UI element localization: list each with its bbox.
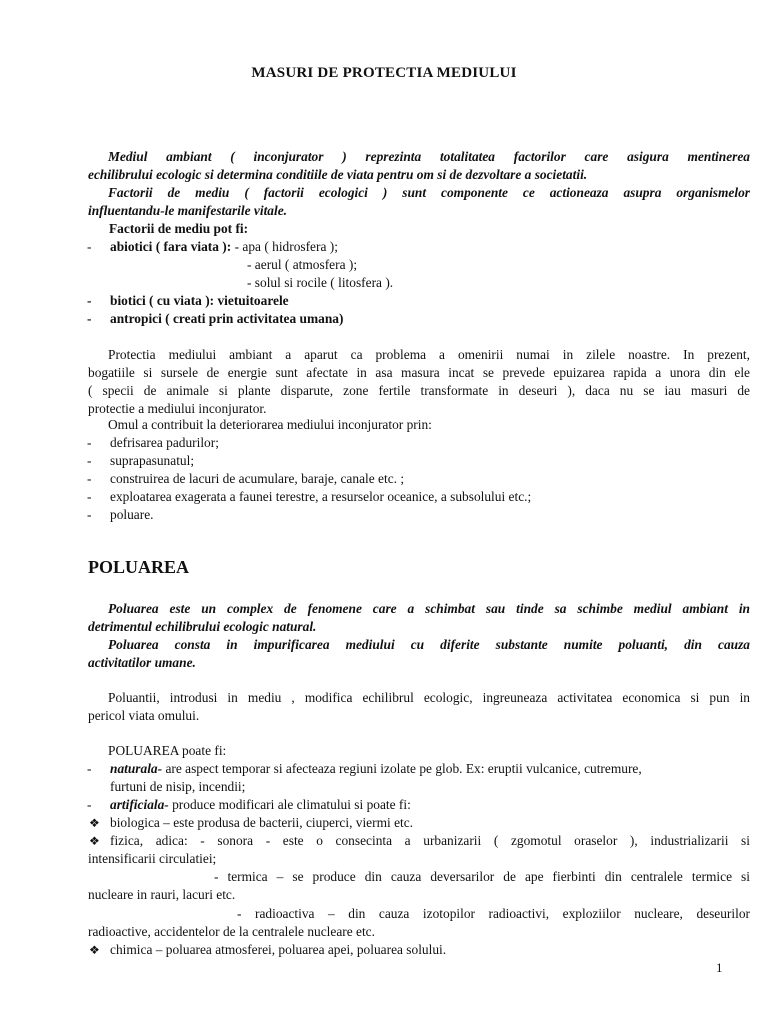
- list-item: poluare.: [110, 507, 154, 522]
- dash-bullet: -: [87, 293, 92, 308]
- intro-p2-line2: influentandu-le manifestarile vitale.: [88, 203, 288, 218]
- protection-line1: Protectia mediului ambiant a aparut ca problema a omenirii numai in zilele noastre. In prezent,: [108, 347, 750, 362]
- dash-bullet: -: [87, 435, 92, 450]
- abiotic-water: - apa ( hidrosfera );: [231, 239, 338, 254]
- dash-bullet: -: [87, 311, 92, 326]
- artificial-text: produce modificari ale climatului si poate fi:: [168, 797, 411, 812]
- pollution-def2-line2: activitatilor umane.: [88, 655, 196, 670]
- anthropic-item: antropici ( creati prin activitatea umana): [110, 311, 344, 326]
- radioactive-line2: radioactive, accidentelor de la centralele nucleare etc.: [88, 924, 375, 939]
- dash-bullet: -: [87, 489, 92, 504]
- list-item: suprapasunatul;: [110, 453, 195, 468]
- radioactive-line1: - radioactiva – din cauza izotopilor radioactivi, exploziilor nucleare, deseurilor: [237, 906, 750, 921]
- list-item: defrisarea padurilor;: [110, 435, 219, 450]
- dash-bullet: -: [87, 453, 92, 468]
- pollution-def1-line1: Poluarea este un complex de fenomene care a schimbat sau tinde sa schimbe mediul ambiant in: [108, 601, 750, 616]
- list-item: exploatarea exagerata a faunei terestre, a resurselor oceanice, a subsolului etc.;: [110, 489, 532, 504]
- chemical-item: chimica – poluarea atmosferei, poluarea apei, poluarea solului.: [110, 942, 447, 957]
- physical-item-line2: intensificarii circulatiei;: [88, 851, 217, 866]
- page-title: MASURI DE PROTECTIA MEDIULUI: [251, 65, 517, 81]
- dash-bullet: -: [87, 507, 92, 522]
- pollutants-line1: Poluantii, introdusi in mediu , modifica echilibrul ecologic, ingreuneaza activitatea economica si pun in: [108, 690, 750, 705]
- dash-bullet: -: [87, 797, 92, 812]
- pollution-def2-line1: Poluarea consta in impurificarea mediului cu diferite substante numite poluanti, din cauza: [108, 637, 750, 652]
- natural-label: naturala-: [110, 761, 163, 776]
- natural-text: are aspect temporar si afecteaza regiuni izolate pe glob. Ex: eruptii vulcanice, cutremure,: [162, 761, 642, 776]
- diamond-bullet-icon: ❖: [89, 834, 100, 848]
- dash-bullet: -: [87, 471, 92, 486]
- pollution-def1-line2: detrimentul echilibrului ecologic natural.: [88, 619, 317, 634]
- biological-item: biologica – este produsa de bacterii, ciuperci, viermi etc.: [110, 815, 414, 830]
- physical-item-line1: fizica, adica: - sonora - este o consecinta a urbanizarii ( zgomotul oraselor ), industrializarii si: [110, 833, 750, 848]
- intro-p1-line2: echilibrului ecologic si determina conditiile de viata pentru om si de dezvoltare a societatii.: [88, 167, 588, 182]
- thermal-line1: - termica – se produce din cauza deversarilor de ape fierbinti din centralele termice si: [214, 869, 750, 884]
- abiotic-soil: - solul si rocile ( litosfera ).: [247, 275, 394, 290]
- protection-line5: Omul a contribuit la deteriorarea mediului inconjurator prin:: [108, 417, 432, 432]
- types-heading: POLUAREA poate fi:: [108, 743, 227, 758]
- protection-line2: bogatiile si sursele de energie sunt afectate in asa masura incat se prevede epuizarea rapida a unora din ele: [88, 365, 750, 380]
- natural-item: [110, 760, 642, 778]
- protection-line4: protectie a mediului inconjurator.: [88, 401, 267, 416]
- list-item: construirea de lacuri de acumulare, baraje, canale etc. ;: [110, 471, 405, 486]
- biotic-item: biotici ( cu viata ): vietuitoarele: [110, 293, 289, 308]
- dash-bullet: -: [87, 239, 92, 254]
- intro-p1-line1: Mediul ambiant ( inconjurator ) reprezinta totalitatea factorilor care asigura mentinerea: [108, 149, 750, 164]
- intro-p2-line1: Factorii de mediu ( factorii ecologici ) sunt componente ce actioneaza asupra organismelor: [108, 185, 750, 200]
- abiotic-air: - aerul ( atmosfera );: [247, 257, 358, 272]
- pollutants-line2: pericol viata omului.: [88, 708, 200, 723]
- natural-text-line2: furtuni de nisip, incendii;: [110, 779, 246, 794]
- artificial-item: [110, 796, 411, 814]
- artificial-label: artificiala-: [110, 797, 169, 812]
- abiotic-item: [110, 238, 338, 256]
- pollution-heading: POLUAREA: [88, 557, 190, 577]
- diamond-bullet-icon: ❖: [89, 816, 100, 830]
- protection-line3: ( specii de animale si plante disparute, zone fertile transformate in deseuri ), daca nu se iau masuri de: [88, 383, 750, 398]
- diamond-bullet-icon: ❖: [89, 943, 100, 957]
- factors-heading: Factorii de mediu pot fi:: [109, 221, 249, 236]
- thermal-line2: nucleare in rauri, lacuri etc.: [88, 887, 236, 902]
- page-number: 1: [716, 960, 723, 975]
- dash-bullet: -: [87, 761, 92, 776]
- abiotic-label: abiotici ( fara viata ):: [110, 239, 232, 254]
